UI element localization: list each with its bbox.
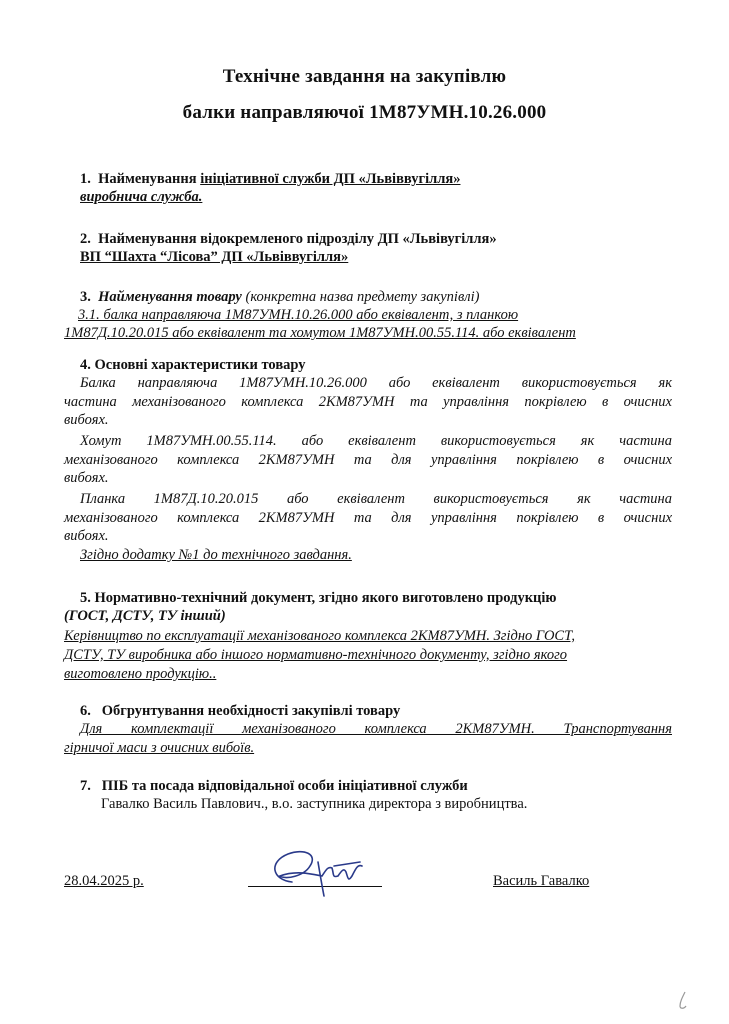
section-4-p1-line-1: Балка направляюча 1М87УМН.10.26.000 або еквівалент використовується як	[80, 375, 672, 391]
section-7-number: 7.	[80, 778, 91, 794]
section-4-p3-line-1: Планка 1М87Д.10.20.015 або еквівалент використовується як частина	[80, 491, 672, 507]
section-2-heading	[80, 230, 497, 248]
section-5-value-line-3: виготовлено продукцію..	[64, 666, 217, 682]
section-4-appendix: Згідно додатку №1 до технічного завдання.	[80, 547, 352, 563]
section-4-p2-line-1: Хомут 1М87УМН.00.55.114. або еквівалент використовується як частина	[80, 433, 672, 449]
section-4-p2-line-3: вибоях.	[64, 470, 109, 486]
section-7-heading: ПІБ та посада відповідальної особи ініціативної служби	[101, 778, 468, 794]
section-6-number: 6.	[80, 703, 91, 719]
section-4-p3-line-3: вибоях.	[64, 528, 109, 544]
section-6-heading: Обгрунтування необхідності закупівлі товару	[101, 703, 401, 719]
section-5-subheading: (ГОСТ, ДСТУ, ТУ інший)	[64, 608, 226, 624]
section-3-note: (конкретна назва предмету закупівлі)	[241, 289, 480, 305]
section-2-number: 2.	[80, 231, 91, 247]
section-1-number: 1.	[80, 171, 91, 187]
section-3-value-line-1: 3.1. балка направляюча 1М87УМН.10.26.000 або еквівалент, з планкою	[78, 307, 519, 323]
section-7-value: Гавалко Василь Павлович., в.о. заступника директора з виробництва.	[101, 796, 528, 812]
section-1-value: виробнича служба.	[80, 189, 203, 205]
title-line-1: Технічне завдання на закупівлю	[222, 66, 507, 87]
section-2-value: ВП “Шахта “Лісова” ДП «Львіввугілля»	[80, 249, 349, 265]
section-3-label: Найменування товару	[98, 289, 242, 305]
section-7-heading-row	[80, 777, 468, 795]
section-1-label: Найменування	[98, 171, 201, 187]
section-6-value-line-2: гірничої маси з очисних вибоїв.	[64, 740, 255, 756]
section-6-value-line-1: Для комплектації механізованого комплекса 2КМ87УМН. Транспортування	[80, 721, 672, 737]
section-2-label: Найменування відокремленого підрозділу ДП «Львівугілля»	[98, 231, 497, 247]
scan-mark	[676, 990, 690, 1012]
section-5-value-line-2: ДСТУ, ТУ виробника або іншого нормативно-технічного документу, згідно якого	[64, 647, 568, 663]
section-1-heading	[80, 170, 460, 188]
signature-date: 28.04.2025 р.	[64, 873, 144, 889]
section-3-value-line-2: 1М87Д.10.20.015 або еквівалент та хомутом 1М87УМН.00.55.114. або еквівалент	[64, 325, 576, 341]
signature-name: Василь Гавалко	[493, 873, 590, 889]
section-4-p2-line-2: механізованого комплекса 2КМ87УМН та для управління покрівлею в очисних	[64, 452, 672, 468]
section-3-number: 3.	[80, 289, 91, 305]
section-6-heading-row	[80, 702, 400, 720]
title-line-2: балки направляючої 1М87УМН.10.26.000	[182, 102, 547, 123]
section-3-heading	[80, 288, 479, 306]
section-1-label-underlined: ініціативної служби ДП «Львіввугілля»	[200, 171, 461, 187]
section-5-heading: 5. Нормативно-технічний документ, згідно якого виготовлено продукцію	[80, 590, 557, 606]
section-4-p1-line-2: частина механізованого комплекса 2КМ87УМН та управління покрівлею в очисних	[64, 394, 672, 410]
section-4-p1-line-3: вибоях.	[64, 412, 109, 428]
handwritten-signature	[262, 840, 372, 900]
section-4-p3-line-2: механізованого комплекса 2КМ87УМН та для управління покрівлею в очисних	[64, 510, 672, 526]
section-4-heading: 4. Основні характеристики товару	[80, 357, 306, 373]
section-5-value-line-1: Керівництво по експлуатації механізованого комплекса 2КМ87УМН. Згідно ГОСТ,	[64, 628, 576, 644]
